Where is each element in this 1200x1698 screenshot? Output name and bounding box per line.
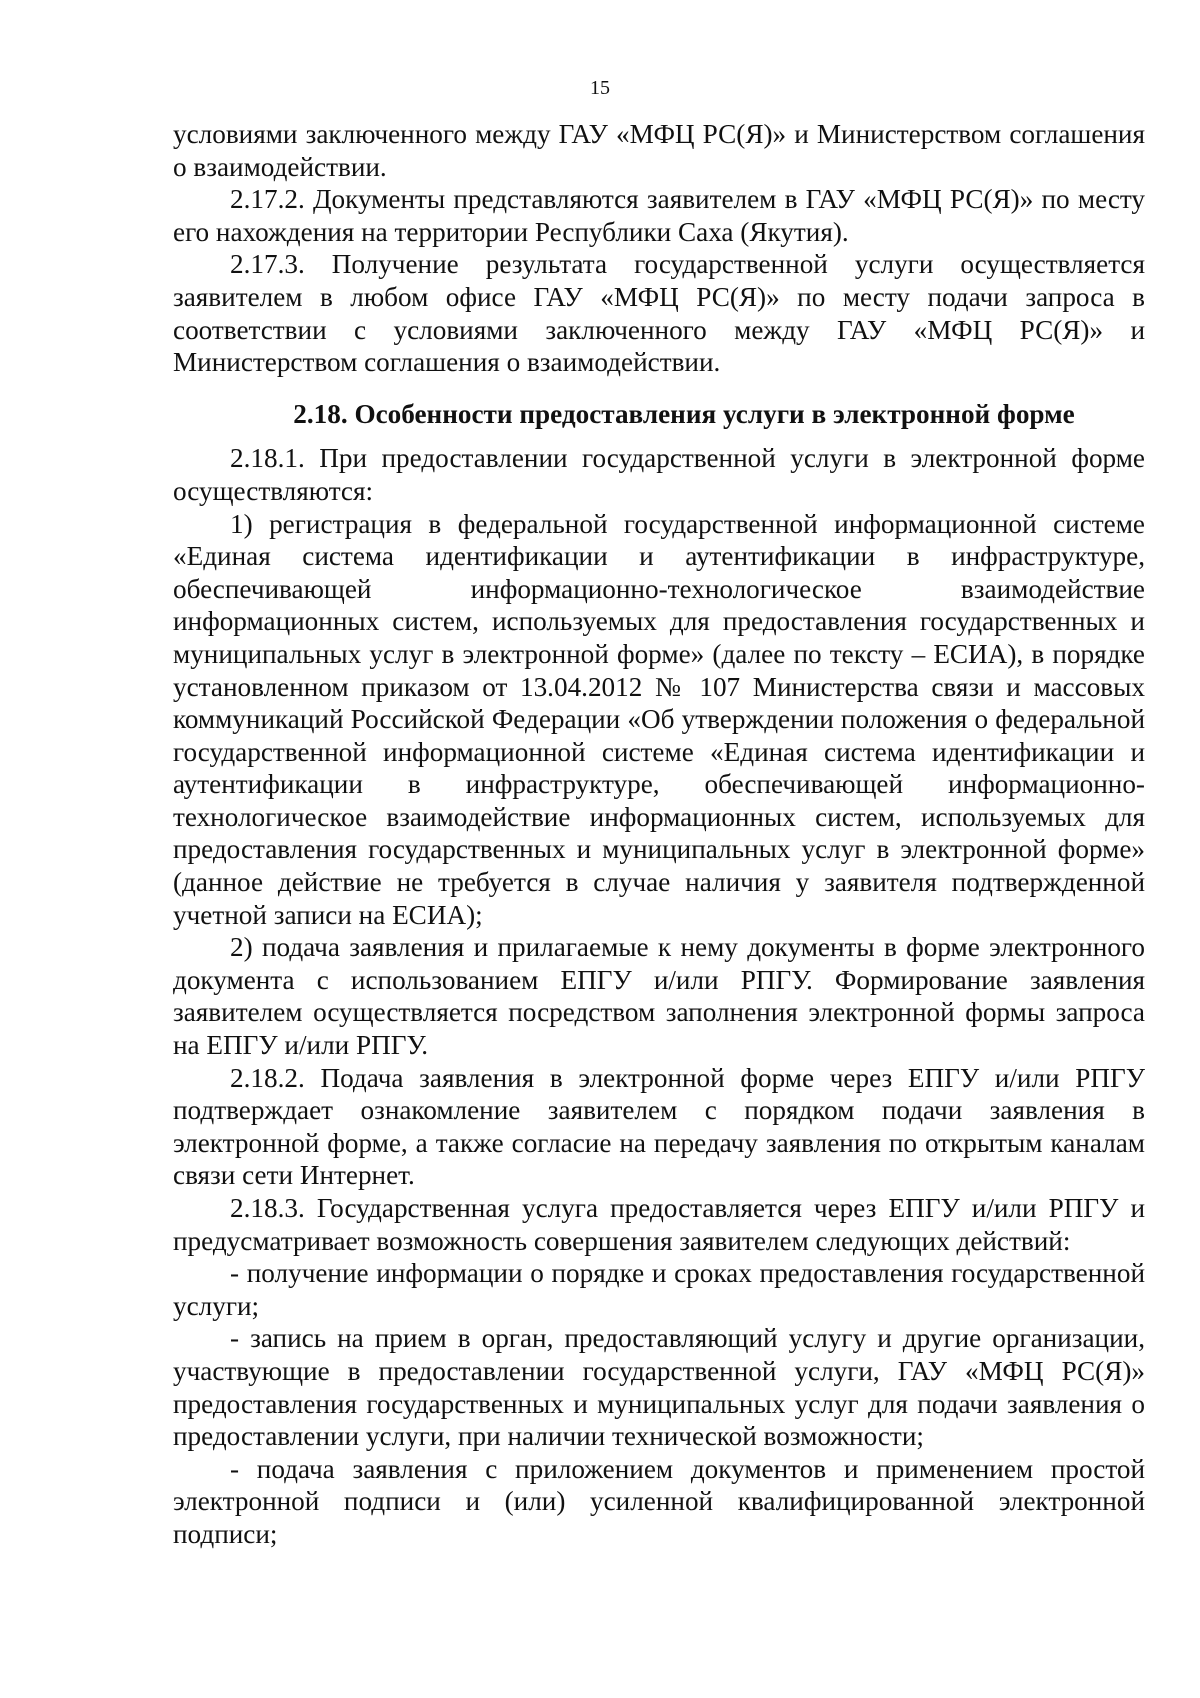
dash-item-submission: - подача заявления с приложением документов и применением простой электронной подписи и (или) усиленной квалифицированной электронной подписи;: [173, 1453, 1145, 1549]
paragraph-2-18-3: 2.18.3. Государственная услуга предоставляется через ЕПГУ и/или РПГУ и предусматривает возможность совершения заявителем следующих действий:: [173, 1193, 1145, 1256]
list-item-2-application: 2) подача заявления и прилагаемые к нему документы в форме электронного документа с использованием ЕПГУ и/или РПГУ. Формирование заявления заявителем осуществляется посредством заполнения электронной формы запроса на ЕПГУ и/или РПГУ.: [173, 932, 1145, 1061]
paragraph-2-18-2: 2.18.2. Подача заявления в электронной форме через ЕПГУ и/или РПГУ подтверждает ознакомление заявителем с порядком подачи заявления в электронной форме, а также согласие на передачу заявления по открытым каналам связи сети Интернет.: [173, 1062, 1145, 1191]
dash-item-appointment: - запись на прием в орган, предоставляющий услугу и другие организации, участвующие в предоставлении государственной услуги, ГАУ «МФЦ РС(Я)» предоставления государственных и муниципальных услуг для подачи заявления о предоставлении услуги, при наличии технической возможности;: [173, 1323, 1145, 1452]
list-item-1-registration: 1) регистрация в федеральной государственной информационной системе «Единая система идентификации и аутентификации в инфраструктуре, обеспечивающей информационно-технологическое взаимодействие информационных систем, используемых для предоставления государственных и муниципальных услуг в электронной форме» (далее по тексту – ЕСИА), в порядке установленном приказом от 13.04.2012 № 107 Министерства связи и массовых коммуникаций Российской Федерации «Об утверждении положения о федеральной государственной информационной системе «Единая система идентификации и аутентификации в инфраструктуре, обеспечивающей информационно-технологическое взаимодействие информационных систем, используемых для предоставления государственных и муниципальных услуг в электронной форме» (данное действие не требуется в случае наличия у заявителя подтвержденной учетной записи на ЕСИА);: [173, 508, 1145, 930]
page-number: 15: [590, 77, 610, 99]
section-heading-2-18: 2.18. Особенности предоставления услуги в электронной форме: [293, 398, 1075, 429]
paragraph-2-18-1: 2.18.1. При предоставлении государственной услуги в электронной форме осуществляются:: [173, 443, 1145, 506]
document-body: [173, 118, 1145, 1551]
paragraph-2-17-2: 2.17.2. Документы представляются заявителем в ГАУ «МФЦ РС(Я)» по месту его нахождения на территории Республики Саха (Якутия).: [173, 184, 1145, 247]
paragraph-2-17-3: 2.17.3. Получение результата государственной услуги осуществляется заявителем в любом офисе ГАУ «МФЦ РС(Я)» по месту подачи запроса в соответствии с условиями заключенного между ГАУ «МФЦ РС(Я)» и Министерством соглашения о взаимодействии.: [173, 249, 1145, 378]
paragraph-continuation: условиями заключенного между ГАУ «МФЦ РС(Я)» и Министерством соглашения о взаимодействии.: [173, 119, 1145, 182]
dash-item-information: - получение информации о порядке и сроках предоставления государственной услуги;: [173, 1258, 1145, 1321]
